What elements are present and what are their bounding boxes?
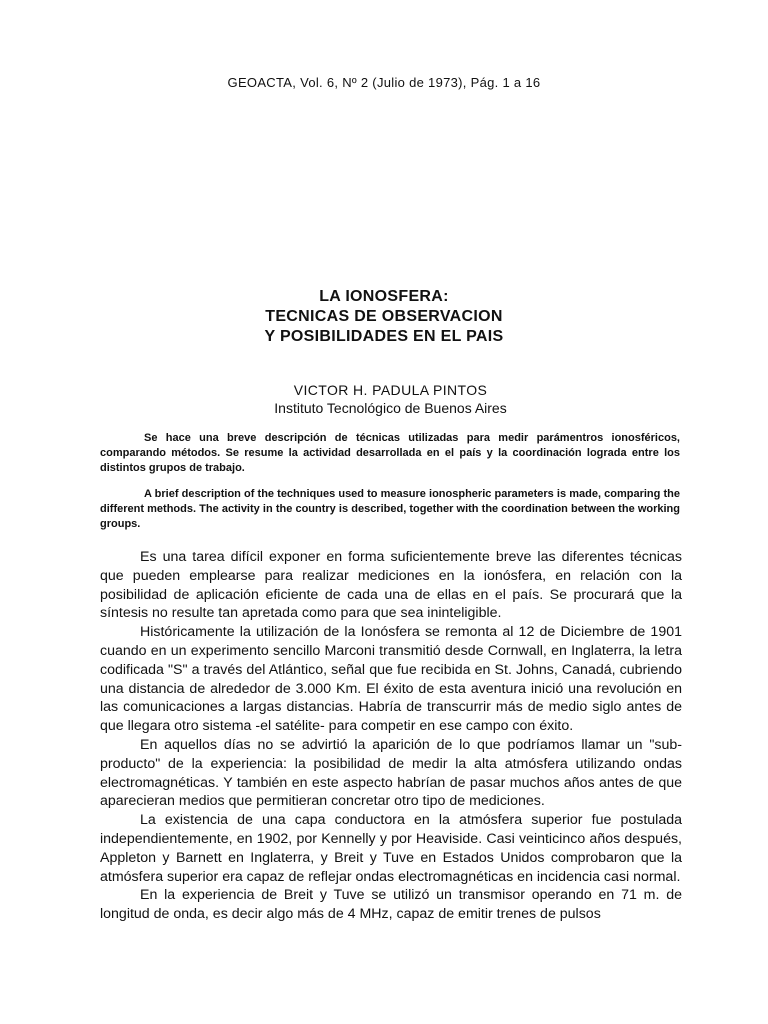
journal-citation: GEOACTA, Vol. 6, Nº 2 (Julio de 1973), Pág. 1 a 16 (227, 75, 541, 90)
abstract-english: A brief description of the techniques used to measure ionospheric parameters is made, comparing the different methods. The activity in the country is described, together with the coordination between the working groups. (100, 488, 680, 530)
article-body (100, 548, 682, 924)
body-paragraph: La existencia de una capa conductora en la atmósfera superior fue postulada independientemente, en 1902, por Kennelly y por Heaviside. Casi veinticinco años después, Appleton y Barnett en Inglaterra, y Breit y Tuve en Estados Unidos comprobaron que la atmósfera superior era capaz de reflejar ondas electromagnéticas en incidencia casi normal. (100, 812, 682, 885)
title-line: Y POSIBILIDADES EN EL PAIS (264, 328, 504, 345)
body-paragraph: Históricamente la utilización de la Ionósfera se remonta al 12 de Diciembre de 1901 cuando en un experimento sencillo Marconi transmitió desde Cornwall, en Inglaterra, la letra codificada "S" a través del Atlántico, señal que fue recibida en St. Johns, Canadá, cubriendo una distancia de alrededor de 3.000 Km. El éxito de esta aventura inició una revolución en las comunicaciones a largas distancias. Habría de transcurrir más de medio siglo antes de que llegara otro sistema -el satélite- para competir en ese campo con éxito. (100, 624, 682, 735)
author-block (0, 381, 768, 417)
title-line: LA IONOSFERA: (319, 288, 449, 305)
title-line: TECNICAS DE OBSERVACION (265, 308, 503, 325)
body-paragraph: En aquellos días no se advirtió la aparición de lo que podríamos llamar un "sub-producto" de la experiencia: la posibilidad de medir la alta atmósfera utilizando ondas electromagnéticas. Y también en este aspecto habrían de pasar muchos años antes de que aparecieran medios que permitieran concretar otro tipo de mediciones. (100, 736, 682, 810)
abstract-spanish: Se hace una breve descripción de técnicas utilizadas para medir parámentros ionosféricos, comparando métodos. Se resume la actividad desarrollada en el país y la coordinación lograda entre los distintos grupos de trabajo. (100, 432, 680, 474)
article-title (0, 287, 768, 347)
author-name: VICTOR H. PADULA PINTOS (293, 382, 488, 398)
body-paragraph: En la experiencia de Breit y Tuve se utilizó un transmisor operando en 71 m. de longitud de onda, es decir algo más de 4 MHz, capaz de emitir trenes de pulsos (100, 887, 682, 923)
author-affiliation: Instituto Tecnológico de Buenos Aires (274, 400, 507, 416)
body-paragraph: Es una tarea difícil exponer en forma suficientemente breve las diferentes técnicas que pueden emplearse para realizar mediciones en la ionósfera, en relación con la posibilidad de aplicación eficiente de cada una de ellas en el país. Se procurará que la síntesis no resulte tan apretada como para que sea ininteligible. (100, 549, 682, 622)
